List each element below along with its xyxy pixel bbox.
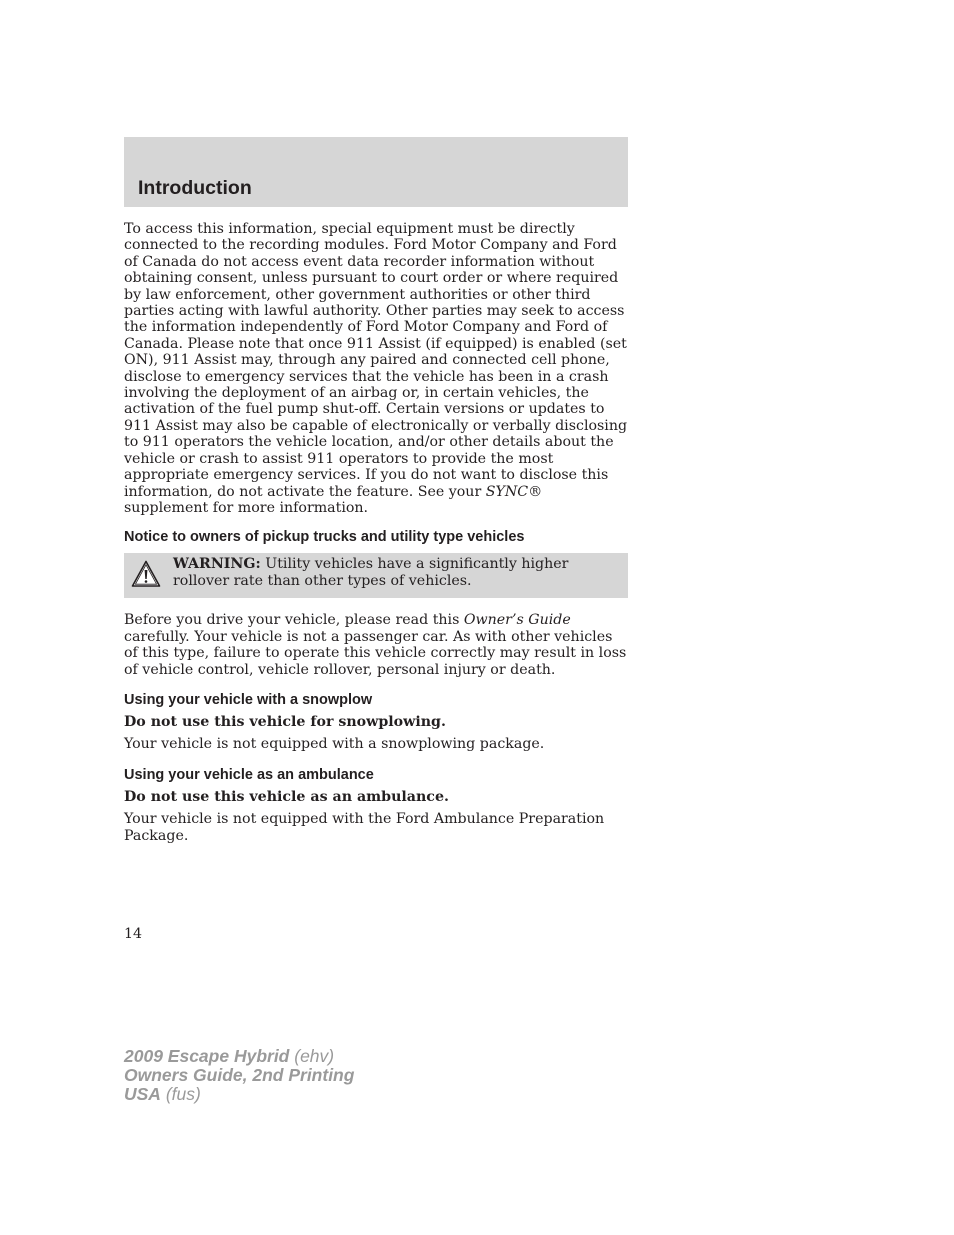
page-content [124,221,628,844]
footer-market: USA [124,1084,161,1104]
warning-box [124,553,628,598]
sync-brand-text: SYNC [485,483,529,500]
owners-guide-title: Owner’s Guide [463,612,571,629]
snowplow-bold-line: Do not use this vehicle for snowplowing. [124,713,446,730]
page-title: Introduction [138,177,252,199]
intro-paragraph [124,221,628,516]
snowplow-heading: Using your vehicle with a snowplow [124,691,373,708]
page-number: 14 [124,926,143,942]
footer-line-2: Owners Guide, 2nd Printing [124,1065,355,1085]
notice-heading: Notice to owners of pickup trucks and utility type vehicles [124,529,525,546]
warning-text [173,556,610,589]
footer-model-code: (ehv) [289,1046,335,1066]
section-header-band [124,137,628,207]
footer-line-3 [124,1085,354,1104]
footer-market-code: (fus) [160,1084,201,1104]
snowplow-text: Your vehicle is not equipped with a snowplowing package. [124,736,545,753]
owners-guide-text-1: Before you drive your vehicle, please read this [124,612,464,629]
owners-guide-paragraph [124,612,628,678]
ambulance-heading: Using your vehicle as an ambulance [124,766,374,783]
ambulance-bold-line: Do not use this vehicle as an ambulance. [124,788,449,805]
warning-message: Utility vehicles have a significantly higher rollover rate than other types of vehicles. [173,556,569,589]
footer-print-info [124,1047,354,1104]
warning-label: WARNING: [173,556,261,573]
footer-model: 2009 Escape Hybrid [124,1046,290,1066]
owners-guide-text-2: carefully. Your vehicle is not a passenger car. As with other vehicles of this type, failure to operate this vehicle correctly may result in loss of vehicle control, vehicle rollover, personal injury or death. [124,628,627,678]
footer-line-1 [124,1047,354,1066]
intro-text-1: To access this information, special equipment must be directly connected to the recording modules. Ford Motor Company and Ford of Canada do not access event data recorder information without obtaining consent, unless pursuant to court order or where required by law enforcement, other government authorities or other third parties acting with lawful authority. Other parties may seek to access the information independently of Ford Motor Company and Ford of Canada. Please note that once 911 Assist (if equipped) is enabled (set ON), 911 Assist may, through any paired and connected cell phone, disclose to emergency services that the vehicle has been in a crash involving the deployment of an airbag or, in certain vehicles, the activation of the fuel pump shut-off. Certain versions or updates to 911 Assist may also be capable of electronically or verbally disclosing to 911 operators the vehicle location, and/or other details about the vehicle or crash to assist 911 operators to provide the most appropriate emergency services. If you do not want to disclose this information, do not activate the feature. See your [124,221,628,500]
warning-triangle-icon [131,560,161,588]
ambulance-text: Your vehicle is not equipped with the Ford Ambulance Preparation Package. [124,811,605,844]
intro-text-2: supplement for more information. [124,499,369,516]
registered-mark: ® [528,483,543,500]
